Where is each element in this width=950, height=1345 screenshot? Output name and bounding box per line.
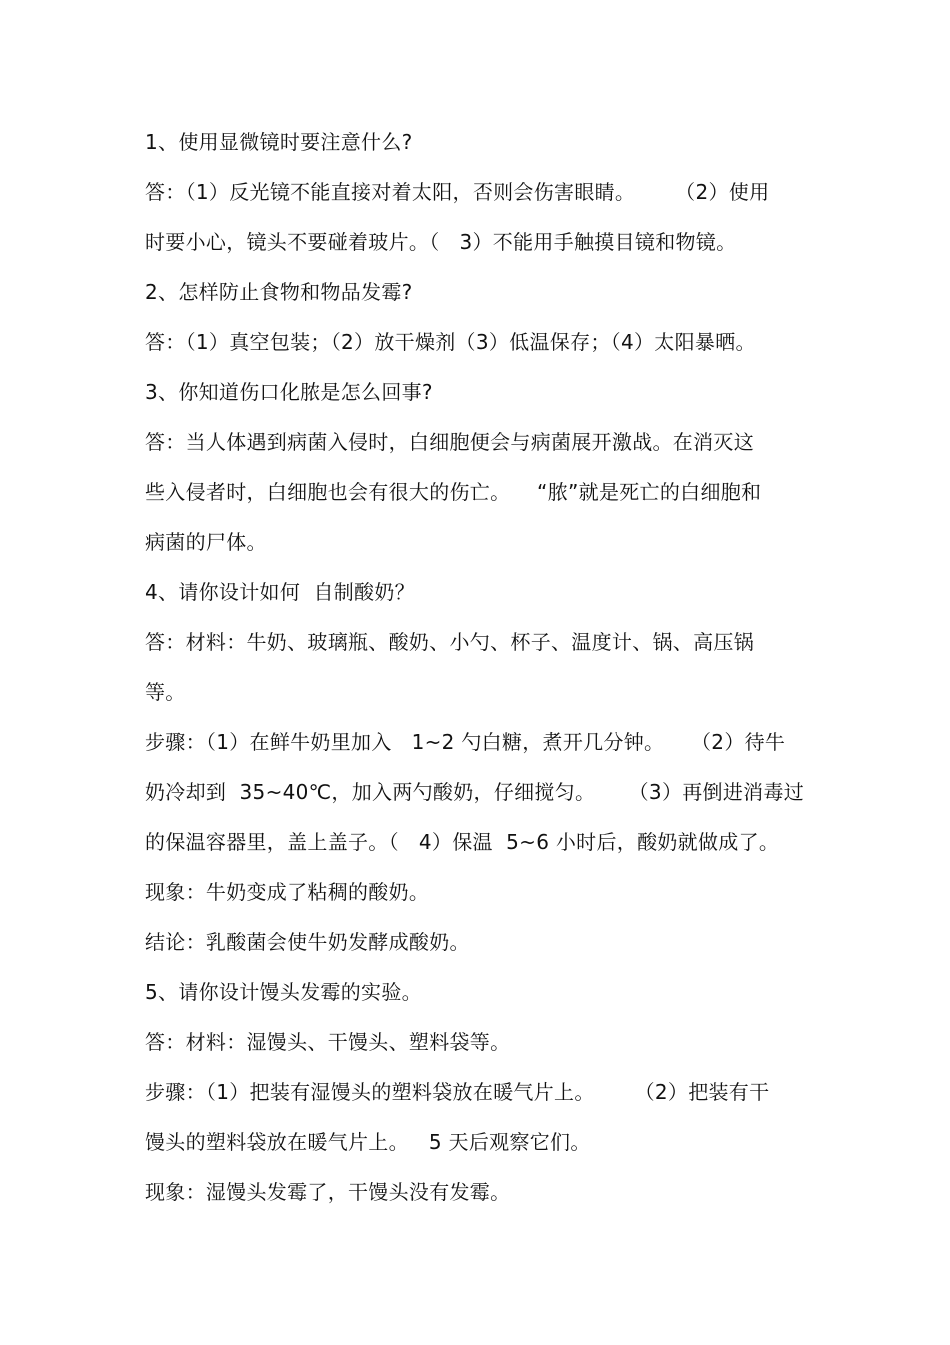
answer-5-steps-line-1: 步骤：（1）把装有湿馒头的塑料袋放在暖气片上。 （2）把装有干 bbox=[145, 1080, 770, 1104]
question-3: 3、你知道伤口化脓是怎么回事? bbox=[145, 380, 433, 404]
answer-4-steps-line-1: 步骤：（1）在鲜牛奶里加入 1~2 勺白糖，煮开几分钟。 （2）待牛 bbox=[145, 730, 786, 754]
answer-4-phenomenon: 现象：牛奶变成了粘稠的酸奶。 bbox=[145, 880, 430, 904]
question-4: 4、请你设计如何 自制酸奶？ bbox=[145, 580, 415, 604]
question-5: 5、请你设计馒头发霉的实验。 bbox=[145, 980, 422, 1004]
answer-3-line-1: 答：当人体遇到病菌入侵时，白细胞便会与病菌展开激战。在消灭这 bbox=[145, 430, 754, 454]
question-1: 1、使用显微镜时要注意什么? bbox=[145, 130, 413, 154]
answer-4-steps-line-3: 的保温容器里，盖上盖子。（ 4）保温 5~6 小时后，酸奶就做成了。 bbox=[145, 830, 780, 854]
answer-3-line-3: 病菌的尸体。 bbox=[145, 530, 267, 554]
answer-5-materials: 答：材料：湿馒头、干馒头、塑料袋等。 bbox=[145, 1030, 511, 1054]
answer-4-steps-line-2: 奶冷却到 35~40℃，加入两勺酸奶，仔细搅匀。 （3）再倒进消毒过 bbox=[145, 780, 805, 804]
answer-4-materials-line-1: 答：材料：牛奶、玻璃瓶、酸奶、小勺、杯子、温度计、锅、高压锅 bbox=[145, 630, 754, 654]
answer-4-materials-line-2: 等。 bbox=[145, 680, 186, 704]
answer-1-line-2: 时要小心，镜头不要碰着玻片。（ 3）不能用手触摸目镜和物镜。 bbox=[145, 230, 737, 254]
answer-2: 答：（1）真空包装；（2）放干燥剂（3）低温保存；（4）太阳暴晒。 bbox=[145, 330, 756, 354]
answer-5-steps-line-2: 馒头的塑料袋放在暖气片上。 5 天后观察它们。 bbox=[145, 1130, 591, 1154]
answer-3-line-2: 些入侵者时，白细胞也会有很大的伤亡。 “脓”就是死亡的白细胞和 bbox=[145, 480, 762, 504]
question-2: 2、怎样防止食物和物品发霉? bbox=[145, 280, 413, 304]
answer-5-phenomenon: 现象：湿馒头发霉了，干馒头没有发霉。 bbox=[145, 1180, 511, 1204]
answer-4-conclusion: 结论：乳酸菌会使牛奶发酵成酸奶。 bbox=[145, 930, 470, 954]
answer-1-line-1: 答：（1）反光镜不能直接对着太阳，否则会伤害眼睛。 （2）使用 bbox=[145, 180, 770, 204]
